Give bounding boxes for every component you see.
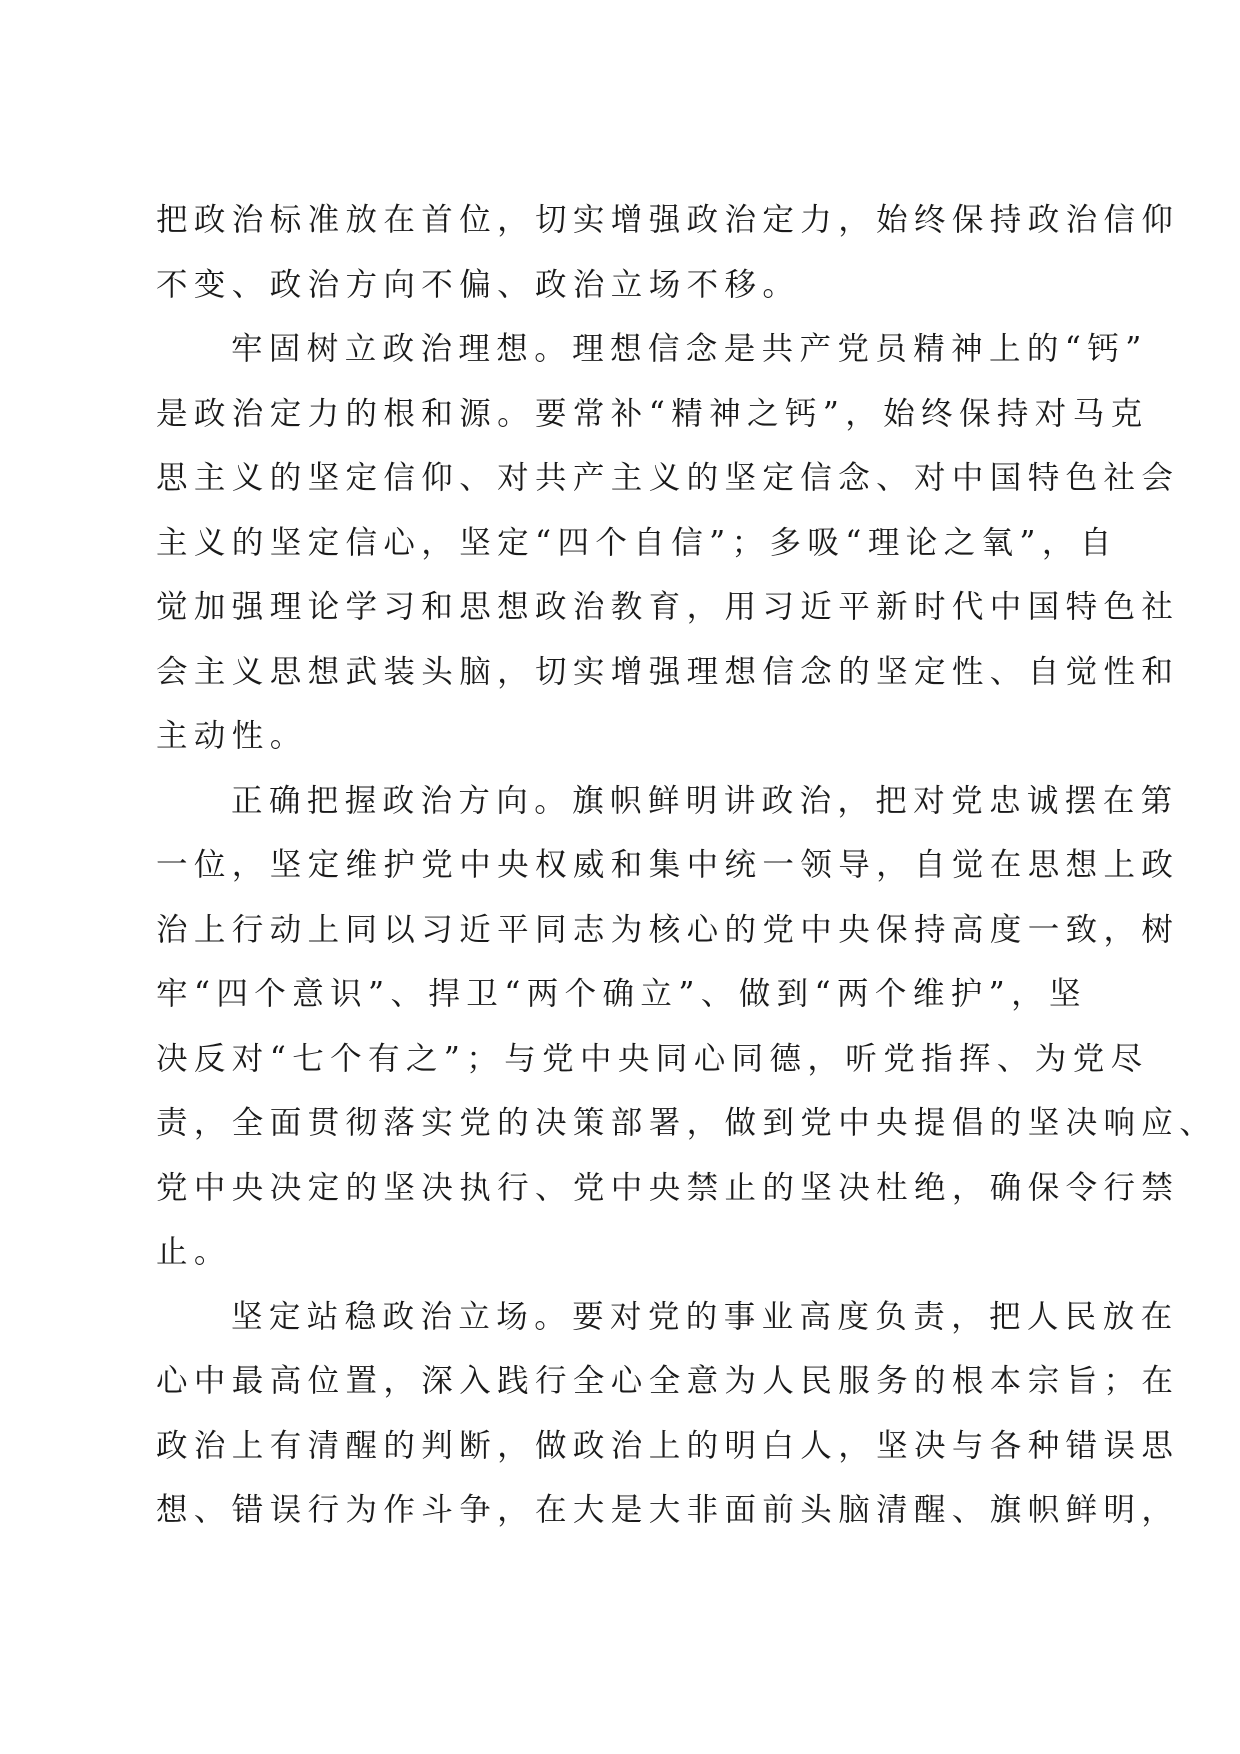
text-line: 党中央决定的坚决执行、党中央禁止的坚决杜绝，确保令行禁	[156, 1169, 1180, 1206]
text-line: 政治上有清醒的判断，做政治上的明白人，坚决与各种错误思	[156, 1427, 1180, 1464]
text-line: 一位，坚定维护党中央权威和集中统一领导，自觉在思想上政	[156, 847, 1180, 883]
text-line: 心中最高位置，深入践行全心全意为人民服务的根本宗旨；在	[156, 1363, 1180, 1399]
text-line: 主义的坚定信心，坚定“四个自信”；多吸“理论之氧”，自	[156, 524, 1118, 561]
text-line: 不变、政治方向不偏、政治立场不移。	[156, 266, 801, 303]
text-line: 把政治标准放在首位，切实增强政治定力，始终保持政治信仰	[156, 202, 1180, 238]
text-line: 想、错误行为作斗争，在大是大非面前头脑清醒、旗帜鲜明，	[156, 1492, 1180, 1528]
paragraph-heading-line: 正确把握政治方向。旗帜鲜明讲政治，把对党忠诚摆在第	[231, 782, 1179, 819]
paragraph-heading-line: 牢固树立政治理想。理想信念是共产党员精神上的“钙”	[231, 331, 1148, 367]
text-line: 决反对“七个有之”；与党中央同心同德，听党指挥、为党尽	[156, 1040, 1149, 1077]
text-line: 觉加强理论学习和思想政治教育，用习近平新时代中国特色社	[156, 589, 1180, 625]
text-line: 思主义的坚定信仰、对共产主义的坚定信念、对中国特色社会	[156, 460, 1180, 496]
text-line: 责，全面贯彻落实党的决策部署，做到党中央提倡的坚决响应、	[156, 1105, 1218, 1141]
text-line: 是政治定力的根和源。要常补“精神之钙”，始终保持对马克	[156, 395, 1149, 432]
text-line: 止。	[156, 1234, 232, 1270]
text-line: 会主义思想武装头脑，切实增强理想信念的坚定性、自觉性和	[156, 653, 1180, 690]
text-line: 主动性。	[156, 718, 308, 754]
text-line: 牢“四个意识”、捍卫“两个确立”、做到“两个维护”，坚	[156, 976, 1087, 1012]
text-line: 治上行动上同以习近平同志为核心的党中央保持高度一致，树	[156, 911, 1180, 948]
body-text	[156, 188, 1218, 1543]
paragraph-heading-line: 坚定站稳政治立场。要对党的事业高度负责，把人民放在	[231, 1298, 1179, 1335]
